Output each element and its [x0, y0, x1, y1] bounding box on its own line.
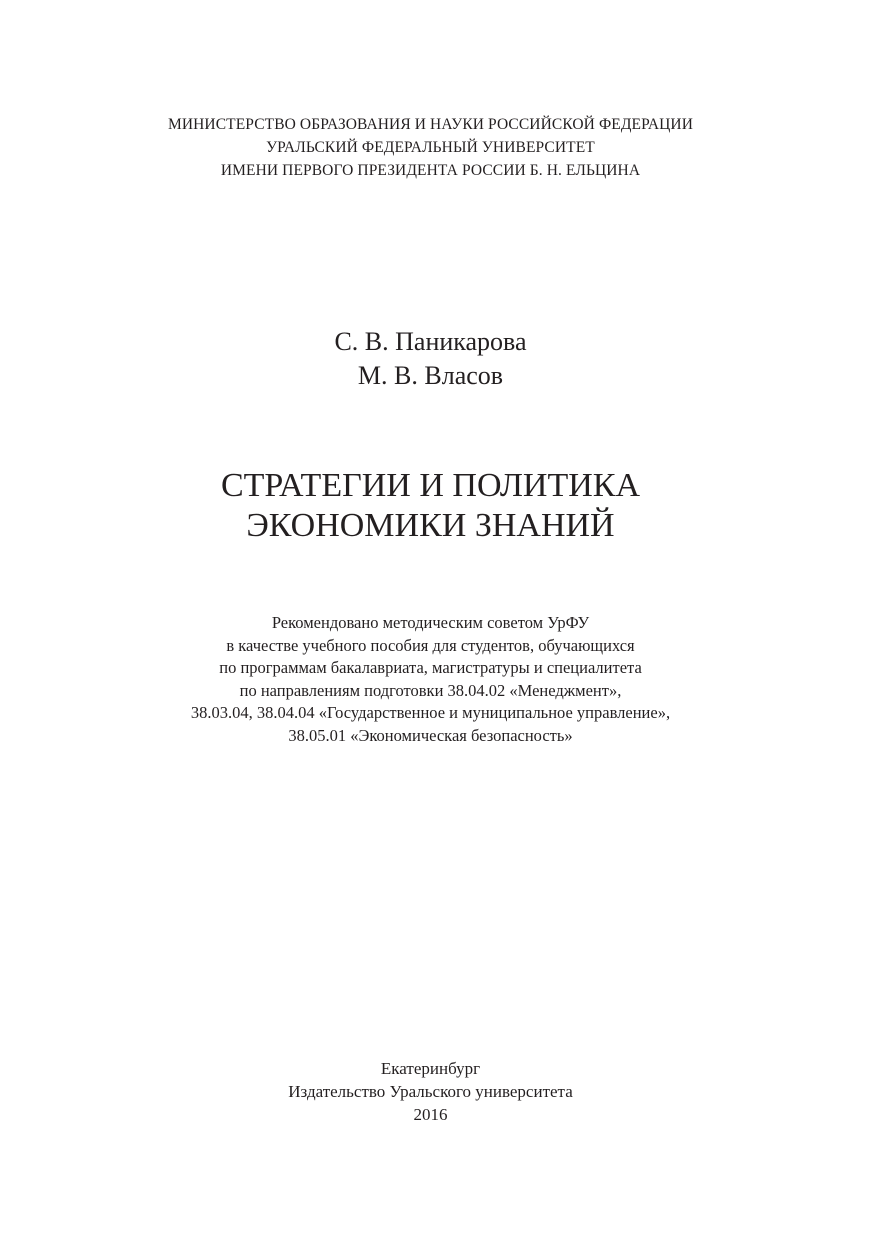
recommendation-line: в качестве учебного пособия для студентов, обучающихся — [226, 635, 635, 655]
university-dedication: ИМЕНИ ПЕРВОГО ПРЕЗИДЕНТА РОССИИ Б. Н. ЕЛЬЦИНА — [220, 162, 641, 179]
authors — [0, 325, 861, 393]
publication-imprint — [0, 1057, 861, 1126]
recommendation-line: 38.03.04, 38.04.04 «Государственное и муниципальное управление», — [190, 703, 671, 722]
publication-year: 2016 — [413, 1105, 448, 1124]
author-name: М. В. Власов — [357, 361, 504, 390]
recommendation-line: 38.05.01 «Экономическая безопасность» — [288, 725, 573, 745]
book-title — [0, 466, 861, 546]
recommendation-line: Рекомендовано методическим советом УрФУ — [271, 613, 590, 632]
ministry-name: МИНИСТЕРСТВО ОБРАЗОВАНИЯ И НАУКИ РОССИЙСКОЙ ФЕДЕРАЦИИ — [167, 116, 694, 133]
title-line: СТРАТЕГИИ И ПОЛИТИКА — [220, 467, 640, 504]
publication-city: Екатеринбург — [380, 1059, 481, 1078]
institution-header — [0, 113, 861, 182]
publisher-name: Издательство Уральского университета — [288, 1082, 573, 1101]
title-line: ЭКОНОМИКИ ЗНАНИЙ — [246, 507, 615, 544]
recommendation-note — [0, 612, 861, 747]
author-name: С. В. Паникарова — [334, 327, 527, 356]
university-name: УРАЛЬСКИЙ ФЕДЕРАЛЬНЫЙ УНИВЕРСИТЕТ — [266, 139, 595, 156]
recommendation-line: по программам бакалавриата, магистратуры и специалитета — [219, 658, 642, 677]
recommendation-line: по направлениям подготовки 38.04.02 «Менеджмент», — [239, 680, 622, 700]
